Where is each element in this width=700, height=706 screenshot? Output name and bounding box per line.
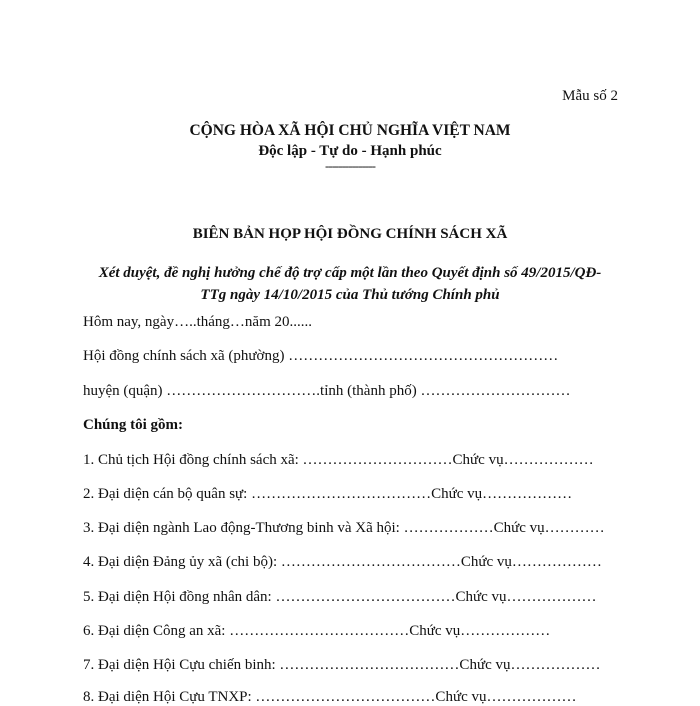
national-motto: Độc lập - Tự do - Hạnh phúc <box>258 143 442 159</box>
form-code: Mẫu số 2 <box>562 88 618 104</box>
member-item: 8. Đại diện Hội Cựu TNXP: ………………………………Chức vụ……………… <box>83 689 577 705</box>
date-line: Hôm nay, ngày…..tháng…năm 20...... <box>83 314 312 330</box>
subtitle-line-1: Xét duyệt, đề nghị hưởng chế độ trợ cấp một lần theo Quyết định số 49/2015/QĐ- <box>98 265 602 281</box>
member-item: 4. Đại diện Đảng ủy xã (chi bộ): ………………………………Chức vụ……………… <box>83 554 602 570</box>
district-line: huyện (quận) ………………………….tỉnh (thành phố) ………………………… <box>83 383 571 399</box>
document-subtitle <box>0 262 700 306</box>
subtitle-line-2: TTg ngày 14/10/2015 của Thủ tướng Chính phủ <box>200 287 500 303</box>
national-title: CỘNG HÒA XÃ HỘI CHỦ NGHĨA VIỆT NAM <box>189 122 511 139</box>
member-item: 7. Đại diện Hội Cựu chiến binh: ………………………………Chức vụ……………… <box>83 657 601 673</box>
member-item: 2. Đại diện cán bộ quân sự: ………………………………Chức vụ……………… <box>83 486 573 502</box>
member-item: 3. Đại diện ngành Lao động-Thương binh và Xã hội: ………………Chức vụ………… <box>83 520 605 536</box>
member-item: 1. Chủ tịch Hội đồng chính sách xã: …………………………Chức vụ……………… <box>83 452 594 468</box>
member-item: 5. Đại diện Hội đồng nhân dân: ………………………………Chức vụ……………… <box>83 589 597 605</box>
members-heading: Chúng tôi gồm: <box>83 417 184 433</box>
council-line: Hội đồng chính sách xã (phường) ……………………………………………… <box>83 348 559 364</box>
document-title: BIÊN BẢN HỌP HỘI ĐỒNG CHÍNH SÁCH XÃ <box>192 226 508 242</box>
header-rule: --------------- <box>325 158 375 173</box>
member-item: 6. Đại diện Công an xã: ………………………………Chức vụ……………… <box>83 623 551 639</box>
